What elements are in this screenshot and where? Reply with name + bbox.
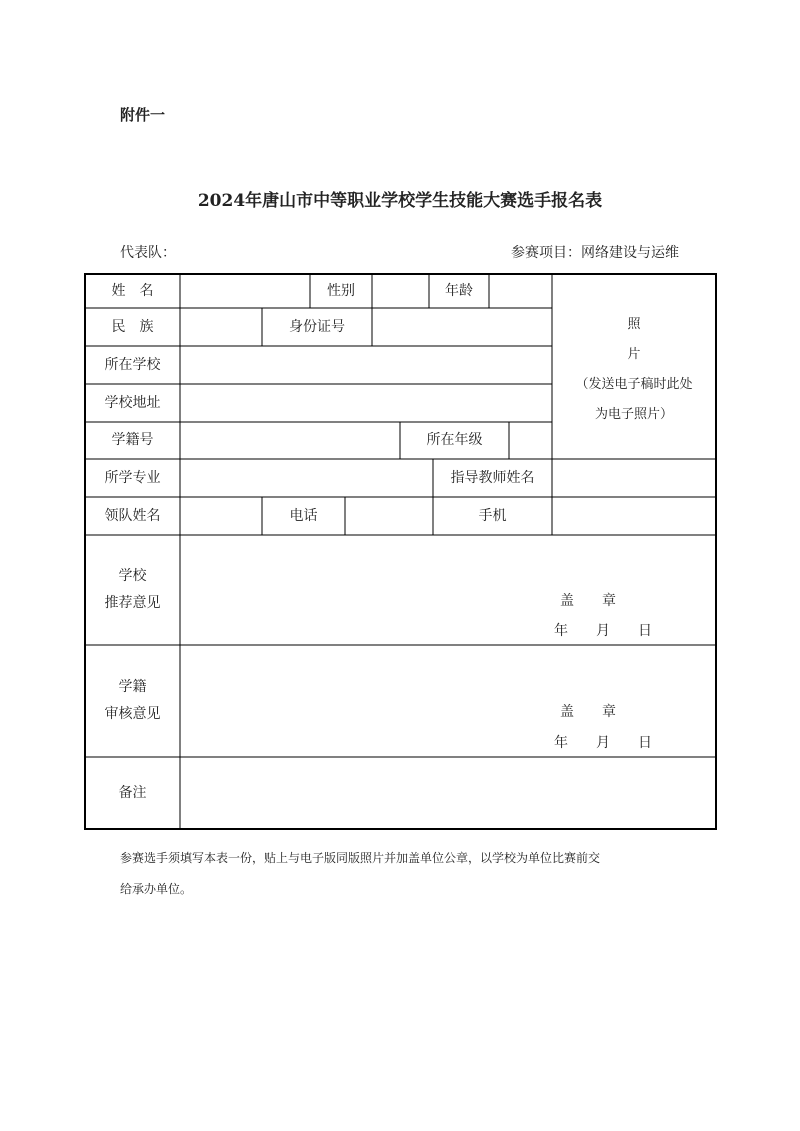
- project-label: 参赛项目：网络建设与运维: [511, 245, 679, 261]
- attachment-label: 附件一: [120, 106, 166, 124]
- instructor-label: 指导教师姓名: [450, 469, 535, 486]
- grade-label: 所在年级: [426, 432, 483, 449]
- phone-label: 电话: [289, 507, 318, 524]
- id-number-label: 身份证号: [289, 318, 345, 335]
- school-seal-text: 盖 章: [560, 592, 616, 609]
- photo-area: [553, 310, 715, 430]
- school-date-text: 年 月 日: [554, 622, 652, 639]
- gender-label: 性别: [327, 282, 355, 299]
- photo-text-1: 照: [627, 317, 641, 332]
- team-leader-label: 领队姓名: [104, 507, 161, 524]
- school-opinion-label: [85, 535, 180, 645]
- registry-opinion-line2: 审核意见: [104, 706, 161, 722]
- photo-text-2: 片: [627, 347, 641, 362]
- footnote-line1: 参赛选手须填写本表一份，贴上与电子版同版照片并加盖单位公章，以学校为单位比赛前交: [120, 851, 601, 865]
- school-address-label: 学校地址: [104, 394, 161, 411]
- team-label: 代表队：: [120, 245, 176, 261]
- photo-text-3: （发送电子稿时此处: [575, 377, 693, 392]
- age-label: 年龄: [445, 282, 473, 299]
- school-opinion-line2: 推荐意见: [104, 595, 161, 611]
- student-number-label: 学籍号: [111, 432, 154, 449]
- major-label: 所学专业: [104, 469, 161, 486]
- mobile-label: 手机: [478, 507, 507, 524]
- form-title: 2024年唐山市中等职业学校学生技能大赛选手报名表: [197, 191, 603, 211]
- school-label: 所在学校: [104, 356, 161, 373]
- registry-seal-text: 盖 章: [560, 703, 616, 720]
- registry-opinion-line1: 学籍: [118, 679, 147, 696]
- ethnicity-label: 民 族: [111, 318, 154, 335]
- footnote-line2: 给承办单位。: [120, 882, 193, 896]
- registry-date-text: 年 月 日: [554, 734, 652, 751]
- photo-text-4: 为电子照片）: [594, 407, 673, 422]
- registry-opinion-label: [85, 645, 180, 757]
- school-opinion-line1: 学校: [118, 568, 147, 585]
- name-label: 姓 名: [111, 282, 154, 299]
- remark-label: 备注: [118, 784, 147, 801]
